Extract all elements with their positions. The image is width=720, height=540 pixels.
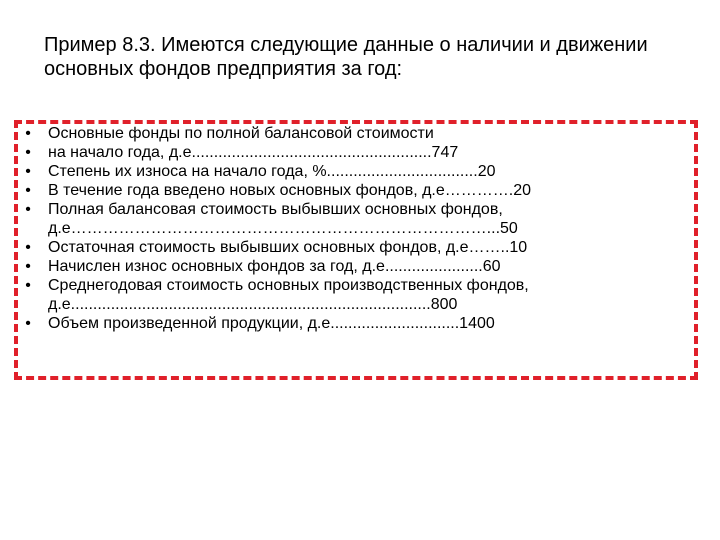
list-item-text: Объем произведенной продукции, д.е.............................1400 bbox=[48, 315, 495, 332]
example-title: Пример 8.3. Имеются следующие данные о наличии и движении основных фондов предприятия за год: bbox=[44, 34, 648, 80]
list-item-text: Степень их износа на начало года, %..................................20 bbox=[48, 163, 496, 180]
bullet-icon: • bbox=[25, 163, 31, 180]
bullet-icon: • bbox=[25, 277, 31, 294]
list-item bbox=[22, 238, 682, 257]
list-item-text: на начало года, д.е......................................................747 bbox=[48, 144, 459, 161]
bullet-icon: • bbox=[25, 125, 31, 142]
list-item-text: Среднегодовая стоимость основных производственных фондов, д.е.................................................................................800 bbox=[48, 277, 529, 313]
bullet-icon: • bbox=[25, 258, 31, 275]
data-list bbox=[22, 124, 682, 333]
list-item bbox=[22, 124, 682, 143]
list-item bbox=[22, 162, 682, 181]
list-item-text: В течение года введено новых основных фондов, д.е………….20 bbox=[48, 182, 532, 199]
bullet-icon: • bbox=[25, 201, 31, 218]
list-item bbox=[22, 200, 682, 238]
list-item bbox=[22, 314, 682, 333]
bullet-icon: • bbox=[25, 239, 31, 256]
list-item-text: Полная балансовая стоимость выбывших основных фондов, д.е……………………………………………………………………...50 bbox=[48, 201, 518, 237]
bullet-icon: • bbox=[25, 144, 31, 161]
list-item bbox=[22, 143, 682, 162]
list-item bbox=[22, 257, 682, 276]
list-item-text: Начислен износ основных фондов за год, д.е......................60 bbox=[48, 258, 501, 275]
bullet-icon: • bbox=[25, 182, 31, 199]
list-item-text: Остаточная стоимость выбывших основных фондов, д.е……..10 bbox=[48, 239, 528, 256]
list-item bbox=[22, 181, 682, 200]
list-item bbox=[22, 276, 682, 314]
list-item-text: Основные фонды по полной балансовой стоимости bbox=[48, 125, 434, 142]
bullet-icon: • bbox=[25, 315, 31, 332]
